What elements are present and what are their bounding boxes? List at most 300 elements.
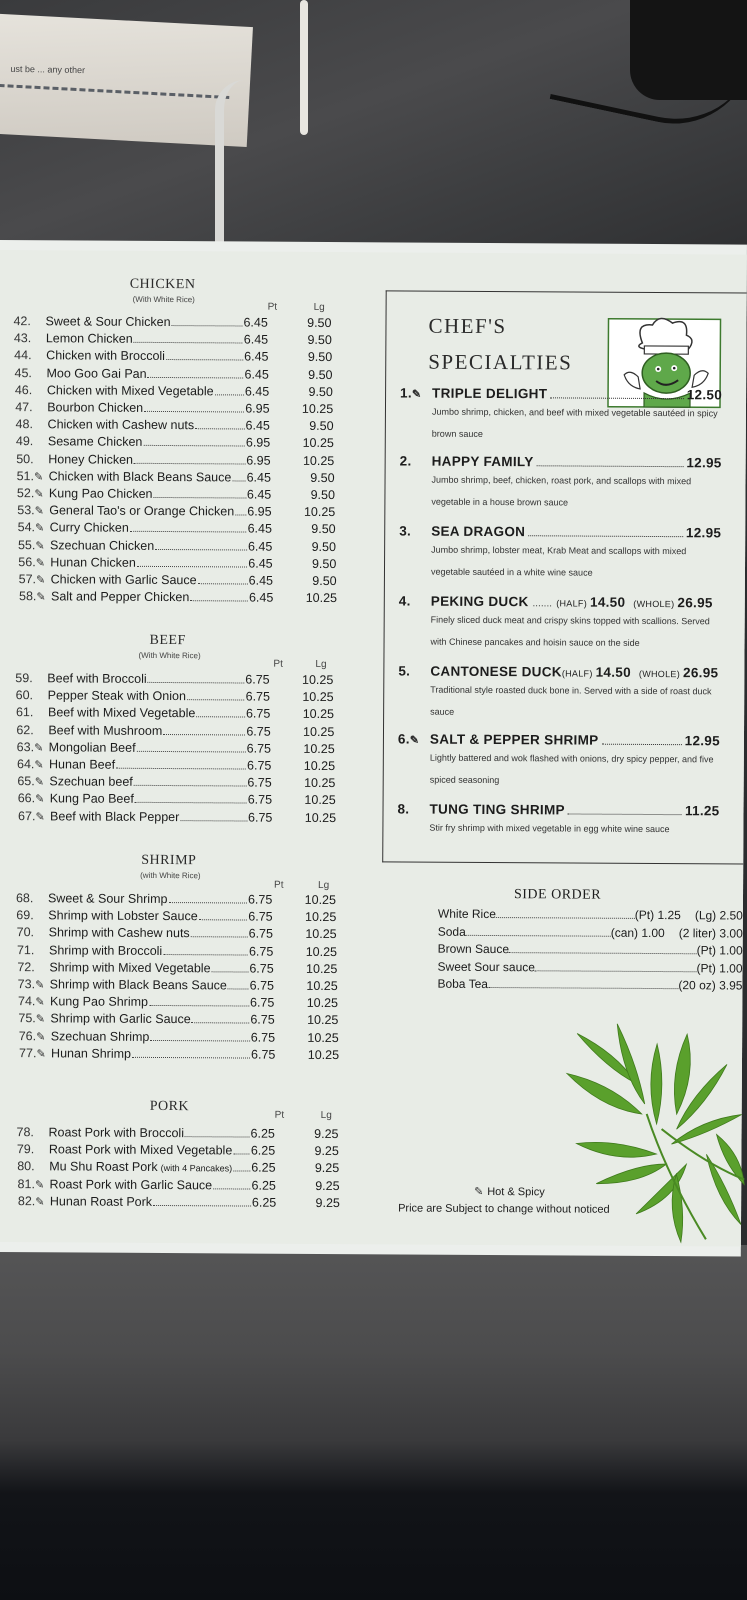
item-number xyxy=(16,416,48,433)
item-name: Szechuan Shrimp xyxy=(50,1028,150,1044)
shrimp-pt-header: Pt xyxy=(274,879,284,891)
item-price-lg: 10.25 xyxy=(305,927,337,942)
specialty-number xyxy=(398,663,430,678)
item-number-text: 80. xyxy=(17,1159,35,1174)
leader-dots xyxy=(116,768,246,770)
right-column xyxy=(366,252,747,1244)
leader-dots xyxy=(232,480,245,481)
side-item-name: Brown Sauce xyxy=(437,941,510,957)
item-name: Kung Pao Chicken xyxy=(48,486,153,501)
specialty-name: CANTONESE DUCK xyxy=(430,663,562,680)
leader-dots xyxy=(185,1136,250,1137)
item-number-text: 61. xyxy=(15,705,34,720)
shrimp-menu-item xyxy=(17,942,337,961)
beef-menu-item xyxy=(17,756,335,775)
item-number-text: 52. xyxy=(16,486,35,501)
item-number-text: 57. xyxy=(18,572,37,587)
item-name: Lemon Chicken xyxy=(45,331,133,346)
leader-dots xyxy=(196,717,245,718)
leader-dots xyxy=(233,1171,250,1172)
item-price-lg: 10.25 xyxy=(302,436,334,451)
half-price: 14.50 xyxy=(589,594,626,610)
item-number xyxy=(18,808,50,826)
specialty-name: SEA DRAGON xyxy=(431,523,526,540)
leader-dots xyxy=(155,549,247,551)
pepper-icon: ✎ xyxy=(35,979,45,992)
item-number-text: 81. xyxy=(17,1176,36,1191)
dot-leader-text: ....... xyxy=(532,598,553,609)
item-price-pt: 6.75 xyxy=(247,792,273,808)
specialty-number-text: 4. xyxy=(398,593,411,609)
item-name: Shrimp with Garlic Sauce xyxy=(50,1011,191,1027)
leader-dots xyxy=(163,954,248,956)
item-number-text: 53. xyxy=(17,503,35,518)
specialty-price: 12.95 xyxy=(684,733,720,749)
item-price-lg: 9.50 xyxy=(311,522,336,537)
item-number-text: 75. xyxy=(18,1011,36,1026)
pepper-icon: ✎ xyxy=(34,742,44,755)
item-price-pt: 6.25 xyxy=(251,1195,277,1210)
item-number xyxy=(18,520,50,538)
side-item-name: Soda xyxy=(437,924,466,939)
specialty-price: 12.95 xyxy=(686,455,722,471)
leader-dots xyxy=(191,937,248,938)
item-number xyxy=(17,756,49,774)
item-name: Shrimp with Mixed Vegetable xyxy=(49,960,211,976)
pepper-icon: ✎ xyxy=(34,759,44,772)
item-number-text: 68. xyxy=(15,891,34,906)
chicken-menu-item xyxy=(17,468,335,487)
item-name: Chicken with Black Beans Sauce xyxy=(48,469,232,485)
item-name: Hunan Roast Pork xyxy=(49,1194,153,1209)
item-name: Mongolian Beef xyxy=(48,740,136,755)
side-order-item xyxy=(438,942,743,958)
specialty-number xyxy=(397,801,429,816)
leader-dots xyxy=(144,411,244,413)
specialty-name: SALT & PEPPER SHRIMP xyxy=(429,731,599,748)
specialty-description: Stir fry shrimp with mixed vegetable in egg white wine sauce xyxy=(429,822,670,835)
item-price-pt: 6.95 xyxy=(245,435,271,451)
pepper-icon: ✎ xyxy=(35,793,45,806)
pepper-icon: ✎ xyxy=(36,1048,46,1061)
pepper-icon: ✎ xyxy=(34,776,45,789)
item-number xyxy=(16,890,48,907)
item-number xyxy=(15,670,47,687)
pork-menu-item xyxy=(18,1176,340,1195)
side-order-item xyxy=(437,977,742,993)
item-number-text: 58. xyxy=(18,589,37,604)
white-cable-2 xyxy=(300,0,308,135)
item-price-lg: 10.25 xyxy=(301,401,334,417)
item-price-lg: 9.50 xyxy=(310,470,335,485)
beef-menu-item xyxy=(16,722,334,741)
specialty-item xyxy=(398,731,720,792)
chicken-menu-item xyxy=(14,347,332,366)
item-number xyxy=(16,1124,48,1141)
item-number xyxy=(18,537,50,555)
chicken-menu-item xyxy=(19,588,337,607)
item-price-pt: 6.95 xyxy=(246,453,271,468)
item-price-pt: 6.45 xyxy=(248,556,273,571)
chicken-menu-item xyxy=(17,502,335,521)
beef-menu-item xyxy=(16,687,334,706)
leader-dots xyxy=(601,744,681,745)
item-price-lg: 10.25 xyxy=(303,758,336,774)
side-item-name: Boba Tea xyxy=(437,976,489,991)
item-price-pt: 6.75 xyxy=(246,741,272,756)
pork-menu-item xyxy=(17,1141,339,1160)
item-number xyxy=(17,942,49,959)
item-name: Honey Chicken xyxy=(48,451,134,467)
white-cable xyxy=(215,80,245,260)
item-number xyxy=(18,976,50,994)
pepper-icon: ✎ xyxy=(35,1013,46,1026)
item-number xyxy=(15,382,47,399)
leader-dots xyxy=(172,325,243,326)
item-price-pt: 6.75 xyxy=(247,758,272,773)
leader-dots xyxy=(187,699,245,700)
side-item-price-2: (Lg) 2.50 xyxy=(694,908,743,923)
whole-label: (WHOLE) xyxy=(633,598,675,610)
chicken-menu-item xyxy=(18,537,336,556)
item-number-text: 73. xyxy=(17,977,36,992)
item-price-lg: 9.25 xyxy=(314,1144,339,1159)
leader-dots xyxy=(199,919,248,920)
beef-menu-item xyxy=(18,791,336,810)
item-name: Beef with Black Pepper xyxy=(50,808,180,824)
item-name: Kung Pao Beef xyxy=(49,791,134,807)
left-column xyxy=(0,250,365,1242)
item-number-text: 76. xyxy=(18,1028,37,1043)
leader-dots xyxy=(198,583,248,584)
chicken-menu-item xyxy=(19,571,337,590)
beef-menu-item xyxy=(17,739,335,758)
leader-dots xyxy=(192,1023,250,1024)
leader-dots xyxy=(509,952,697,954)
pepper-icon: ✎ xyxy=(35,557,45,570)
item-number-text: 70. xyxy=(16,925,35,940)
whole-label: (WHOLE) xyxy=(638,668,681,680)
specialty-number-text: 2. xyxy=(399,453,412,469)
item-number xyxy=(17,773,49,791)
item-number-text: 65. xyxy=(17,774,35,789)
pork-title: PORK xyxy=(149,1098,190,1115)
item-number-text: 69. xyxy=(16,908,34,923)
side-order-item xyxy=(438,959,743,975)
item-price-pt: 6.95 xyxy=(245,401,270,416)
item-price-lg: 9.50 xyxy=(307,315,332,331)
chicken-menu-item xyxy=(16,416,334,435)
chicken-lg-header: Lg xyxy=(313,301,325,313)
item-name: Pepper Steak with Onion xyxy=(47,688,186,704)
item-note: (with 4 Pancakes) xyxy=(160,1163,233,1174)
item-name: Hunan Beef xyxy=(49,757,116,772)
item-number xyxy=(16,433,48,450)
item-number xyxy=(16,907,48,924)
pepper-icon: ✎ xyxy=(34,488,44,501)
item-number xyxy=(17,1141,49,1158)
black-device xyxy=(630,0,747,100)
item-name: Beef with Broccoli xyxy=(47,671,147,686)
side-item-price-2: (2 liter) 3.00 xyxy=(678,925,743,941)
pepper-icon: ✎ xyxy=(34,1178,45,1191)
pepper-icon: ✎ xyxy=(36,591,46,604)
item-number-text: 60. xyxy=(15,688,34,703)
leader-dots xyxy=(235,515,246,516)
item-price-lg: 9.50 xyxy=(308,384,333,399)
item-price-lg: 9.25 xyxy=(314,1126,339,1142)
specialty-description: Lightly battered and wok flashed with onions, dry spicy pepper, and five spiced seasoning xyxy=(429,752,714,786)
leader-dots xyxy=(195,428,244,429)
specialty-number xyxy=(400,453,432,468)
side-item-name: White Rice xyxy=(437,906,496,922)
leader-dots xyxy=(153,497,245,499)
specialty-name: TUNG TING SHRIMP xyxy=(429,801,565,818)
leader-dots xyxy=(213,1188,250,1189)
item-price-lg: 9.25 xyxy=(315,1195,340,1210)
specialty-item xyxy=(398,663,720,724)
beef-lg-header: Lg xyxy=(315,658,327,671)
leader-dots xyxy=(137,751,246,753)
whole-price: 26.95 xyxy=(677,595,713,611)
specialty-description: Traditional style roasted duck bone in. Served with a side of roast duck sauce xyxy=(430,684,712,717)
chicken-pt-header: Pt xyxy=(267,301,278,313)
item-number xyxy=(14,347,46,364)
shrimp-menu-item xyxy=(18,1011,338,1030)
price-note: Price are Subject to change without noticed xyxy=(398,1202,610,1216)
item-number xyxy=(16,704,48,721)
leader-dots xyxy=(496,917,635,919)
beef-title: BEEF xyxy=(149,632,186,649)
side-order-item xyxy=(438,907,743,923)
beef-pt-header: Pt xyxy=(273,658,283,670)
item-price-pt: 6.25 xyxy=(251,1178,276,1193)
item-price-lg: 10.25 xyxy=(303,724,335,739)
item-price-pt: 6.75 xyxy=(249,961,274,976)
beef-menu-item xyxy=(18,808,336,827)
item-price-pt: 6.95 xyxy=(247,504,272,519)
item-price-lg: 9.50 xyxy=(311,556,337,571)
pepper-icon: ✎ xyxy=(33,471,44,484)
item-name: Moo Goo Gai Pan xyxy=(46,365,147,381)
leader-dots xyxy=(149,1005,249,1007)
item-price-pt: 6.45 xyxy=(243,315,268,330)
item-price-pt: 6.45 xyxy=(246,470,271,485)
item-name: Hunan Chicken xyxy=(50,555,136,570)
pepper-icon: ✎ xyxy=(34,505,44,518)
leader-dots xyxy=(190,600,248,601)
item-name: Sweet & Sour Shrimp xyxy=(47,891,168,907)
item-number xyxy=(18,791,50,809)
item-price-pt: 6.45 xyxy=(247,521,273,537)
leader-dots xyxy=(137,566,248,568)
item-number-text: 56. xyxy=(18,554,36,570)
specialty-name: HAPPY FAMILY xyxy=(431,453,534,470)
item-name: Chicken with Mixed Vegetable xyxy=(46,383,214,399)
item-number-text: 74. xyxy=(17,994,36,1009)
item-number-text: 42. xyxy=(13,314,31,329)
leader-dots xyxy=(148,682,245,684)
hot-spicy-note xyxy=(474,1185,545,1198)
pepper-icon: ✎ xyxy=(36,1030,46,1043)
item-number xyxy=(18,993,50,1011)
item-number-text: 67. xyxy=(18,808,36,823)
desk-background-bottom xyxy=(0,1245,747,1600)
side-order-title: SIDE ORDER xyxy=(513,887,602,903)
item-number xyxy=(17,485,49,503)
pepper-icon: ✎ xyxy=(34,522,45,535)
specialty-description: Jumbo shrimp, beef, chicken, roast pork, and scallops with mixed vegetable in a house brown sauce xyxy=(431,474,692,508)
specialty-price: 12.50 xyxy=(686,387,723,403)
item-number xyxy=(19,571,51,589)
item-price-pt: 6.25 xyxy=(251,1160,276,1176)
item-name: Sesame Chicken xyxy=(47,434,143,450)
item-number xyxy=(13,313,45,330)
item-price-pt: 6.75 xyxy=(250,1030,276,1045)
item-name: Szechuan Chicken xyxy=(49,537,155,553)
specialty-number-text: 5. xyxy=(398,663,411,679)
specialty-price: 11.25 xyxy=(684,803,720,819)
leader-dots xyxy=(153,1205,251,1207)
item-price-lg: 9.50 xyxy=(307,333,332,348)
item-price-pt: 6.45 xyxy=(248,590,274,605)
shrimp-menu-item xyxy=(17,925,337,944)
leader-dots xyxy=(166,359,243,360)
chicken-menu-item xyxy=(14,330,332,349)
leader-dots xyxy=(537,465,684,467)
specialty-item xyxy=(399,453,721,514)
pepper-icon: ✎ xyxy=(411,388,422,401)
item-number-text: 51. xyxy=(16,468,35,484)
item-number-text: 49. xyxy=(15,434,34,449)
beef-subtitle: (With White Rice) xyxy=(138,650,201,661)
shrimp-subtitle: (with White Rice) xyxy=(140,870,201,881)
item-name: Shrimp with Lobster Sauce xyxy=(48,908,198,924)
leader-dots xyxy=(134,785,247,787)
item-name: Sweet & Sour Chicken xyxy=(45,314,171,330)
chicken-menu-item xyxy=(18,520,336,539)
specialty-number xyxy=(398,731,430,746)
side-order-item xyxy=(438,924,743,940)
pepper-icon: ✎ xyxy=(35,996,45,1009)
specialty-name: PEKING DUCK xyxy=(430,593,529,610)
beef-menu-item xyxy=(17,773,335,792)
item-number-text: 62. xyxy=(16,722,34,737)
item-name: Mu Shu Roast Pork xyxy=(49,1159,158,1175)
item-price-lg: 9.50 xyxy=(312,573,337,589)
item-name: Beef with Mixed Vegetable xyxy=(47,705,196,721)
item-price-lg: 9.50 xyxy=(311,539,337,554)
beef-menu-item xyxy=(16,704,334,723)
item-number xyxy=(18,1011,50,1029)
side-item-price-2: (Pt) 1.00 xyxy=(696,960,743,976)
item-price-lg: 10.25 xyxy=(304,776,336,791)
item-price-pt: 6.75 xyxy=(245,706,271,722)
chefs-title-line1: CHEF'S xyxy=(428,313,507,339)
item-number-text: 46. xyxy=(14,382,33,397)
chefs-specialties-box xyxy=(382,290,746,864)
item-name: Shrimp with Cashew nuts xyxy=(48,925,190,941)
chicken-menu-item xyxy=(14,365,332,384)
item-name: General Tao's or Orange Chicken xyxy=(49,503,235,519)
item-number xyxy=(16,687,48,704)
item-number xyxy=(15,399,47,416)
item-price-pt: 6.45 xyxy=(244,384,270,399)
chicken-title: CHICKEN xyxy=(129,276,196,293)
item-price-pt: 6.75 xyxy=(248,909,273,924)
item-price-lg: 10.25 xyxy=(305,591,338,606)
side-item-price-1: (can) 1.00 xyxy=(610,925,665,940)
pork-menu-item xyxy=(17,1159,339,1178)
specialty-price: 12.95 xyxy=(685,525,722,541)
item-name: Szechuan beef xyxy=(49,774,133,790)
item-number-text: 43. xyxy=(13,331,32,346)
item-number-text: 48. xyxy=(15,417,33,432)
item-price-pt: 6.75 xyxy=(245,672,270,687)
item-number xyxy=(18,554,50,572)
leader-dots xyxy=(180,820,247,821)
pepper-icon: ✎ xyxy=(35,810,45,823)
desk-background-top xyxy=(0,0,747,250)
item-price-pt: 6.75 xyxy=(245,689,271,704)
shrimp-menu-item xyxy=(18,976,338,995)
beef-menu-item xyxy=(15,670,333,689)
item-price-lg: 10.25 xyxy=(306,978,338,994)
chicken-menu-item xyxy=(15,382,333,401)
leader-dots xyxy=(135,802,247,804)
pork-lg-header: Lg xyxy=(320,1109,332,1122)
leader-dots xyxy=(550,397,684,399)
pepper-icon: ✎ xyxy=(36,574,46,587)
item-price-pt: 6.25 xyxy=(250,1126,275,1141)
item-price-pt: 6.45 xyxy=(246,487,272,502)
item-number-text: 55. xyxy=(17,537,36,552)
leader-dots xyxy=(148,376,244,378)
specialty-number xyxy=(400,385,432,400)
item-number-text: 64. xyxy=(17,757,35,772)
item-name: Chicken with Broccoli xyxy=(46,348,166,364)
item-price-lg: 9.50 xyxy=(309,419,334,434)
specialty-item xyxy=(398,593,720,654)
item-price-lg: 9.50 xyxy=(310,487,335,503)
item-number xyxy=(17,468,49,486)
item-price-pt: 6.75 xyxy=(249,995,275,1010)
item-name: Shrimp with Broccoli xyxy=(48,942,163,958)
item-price-lg: 10.25 xyxy=(307,1013,339,1028)
chicken-menu-item xyxy=(18,554,336,573)
item-name: Chicken with Garlic Sauce xyxy=(50,572,197,588)
item-price-pt: 6.75 xyxy=(247,892,273,907)
item-number-text: 82. xyxy=(17,1193,36,1209)
pork-pt-header: Pt xyxy=(274,1109,285,1121)
dashed-line xyxy=(0,83,229,99)
leader-dots xyxy=(134,342,243,344)
shrimp-menu-item xyxy=(18,993,338,1012)
item-price-pt: 6.45 xyxy=(244,367,269,382)
leader-dots xyxy=(130,531,247,533)
specialty-name: TRIPLE DELIGHT xyxy=(432,385,548,402)
leader-dots xyxy=(132,1057,250,1059)
item-price-lg: 9.25 xyxy=(315,1178,340,1193)
pork-menu-item xyxy=(18,1193,340,1212)
pepper-icon: ✎ xyxy=(35,1196,45,1209)
item-price-pt: 6.75 xyxy=(250,1012,275,1028)
chicken-subtitle: (With White Rice) xyxy=(132,294,195,305)
item-number xyxy=(16,451,48,468)
item-number-text: 72. xyxy=(17,959,35,975)
half-price: 14.50 xyxy=(595,664,631,680)
side-item-name: Sweet Sour sauce xyxy=(437,959,536,974)
